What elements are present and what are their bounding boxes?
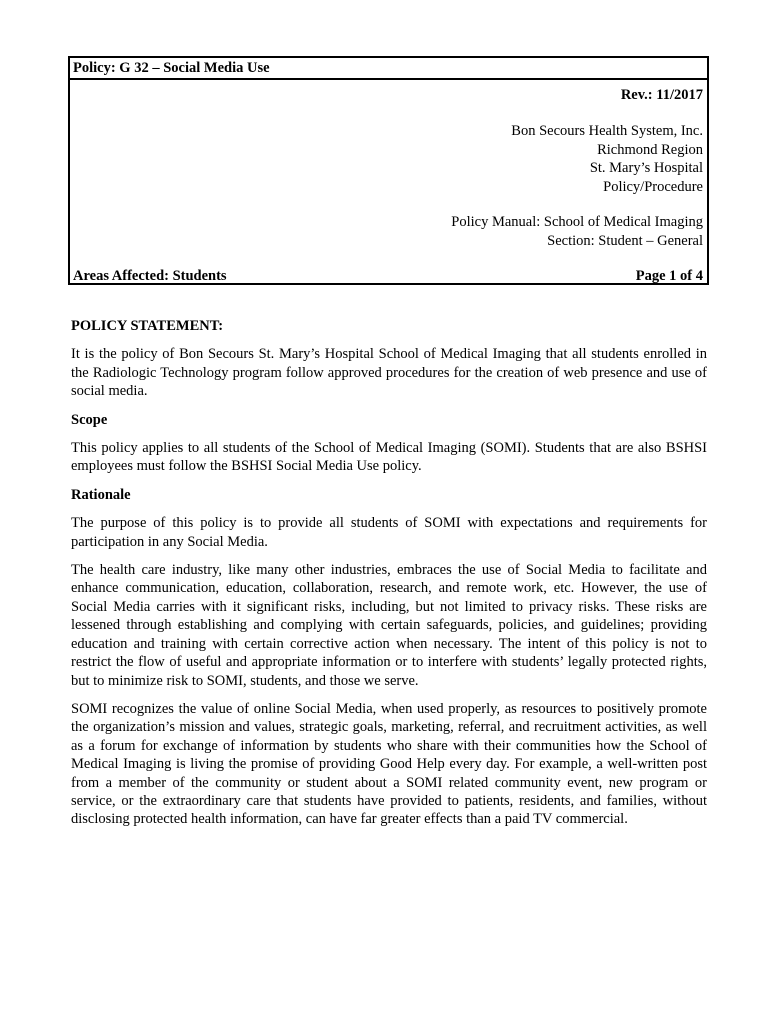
rationale-heading: Rationale	[71, 486, 131, 503]
manual-line: Policy Manual: School of Medical Imaging	[451, 214, 703, 230]
page-number: Page 1 of 4	[635, 268, 703, 284]
org-line: Policy/Procedure	[603, 178, 703, 195]
policy-title-row	[70, 58, 707, 80]
policy-body	[71, 317, 707, 839]
org-line: St. Mary’s Hospital	[589, 160, 703, 176]
org-line: Bon Secours Health System, Inc.	[511, 123, 703, 139]
policy-title: Policy: G 32 – Social Media Use	[73, 60, 270, 76]
rationale-paragraph: SOMI recognizes the value of online Social Media, when used properly, as resources to positively promote the organization’s mission and values, strategic goals, marketing, referral, and recruitment activities, as well as a forum for exchange of information by students who share with their communities how the School of Medical Imaging is living the promise of providing Good Help every day. For example, a well-written post from a member of the community or student about a SOMI related community event, new program or service, or the extraordinary care that students have provided to patients, residents, and families, without disclosing protected health information, can have far greater effects than a paid TV commercial.	[71, 700, 707, 828]
policy-manual-block	[451, 213, 703, 250]
organization-block	[511, 122, 703, 196]
scope-text: This policy applies to all students of the School of Medical Imaging (SOMI). Students that are also BSHSI employees must follow the BSHSI Social Media Use policy.	[71, 440, 707, 475]
areas-affected: Areas Affected: Students	[73, 268, 227, 284]
scope-heading: Scope	[71, 411, 108, 428]
org-line: Richmond Region	[597, 141, 703, 158]
policy-header-box	[68, 56, 709, 285]
revision-date: Rev.: 11/2017	[620, 87, 703, 103]
section-line: Section: Student – General	[547, 232, 703, 249]
policy-statement-heading: POLICY STATEMENT:	[71, 318, 224, 334]
rationale-paragraph: The purpose of this policy is to provide all students of SOMI with expectations and requirements for participation in any Social Media.	[71, 515, 707, 550]
policy-statement-text: It is the policy of Bon Secours St. Mary’s Hospital School of Medical Imaging that all students enrolled in the Radiologic Technology program follow approved procedures for the creation of web presence and use of social media.	[71, 346, 707, 400]
rationale-paragraph: The health care industry, like many other industries, embraces the use of Social Media to facilitate and enhance communication, education, collaboration, research, and remote work, etc. However, the use of Social Media carries with it significant risks, including, but not limited to privacy risks. These risks are lessened through establishing and complying with certain safeguards, policies, and guidelines; providing education and training with certain corrective action when necessary. The intent of this policy is not to restrict the flow of useful and appropriate information or to interfere with students’ legally protected rights, but to minimize risk to SOMI, students, and those we serve.	[71, 562, 707, 689]
